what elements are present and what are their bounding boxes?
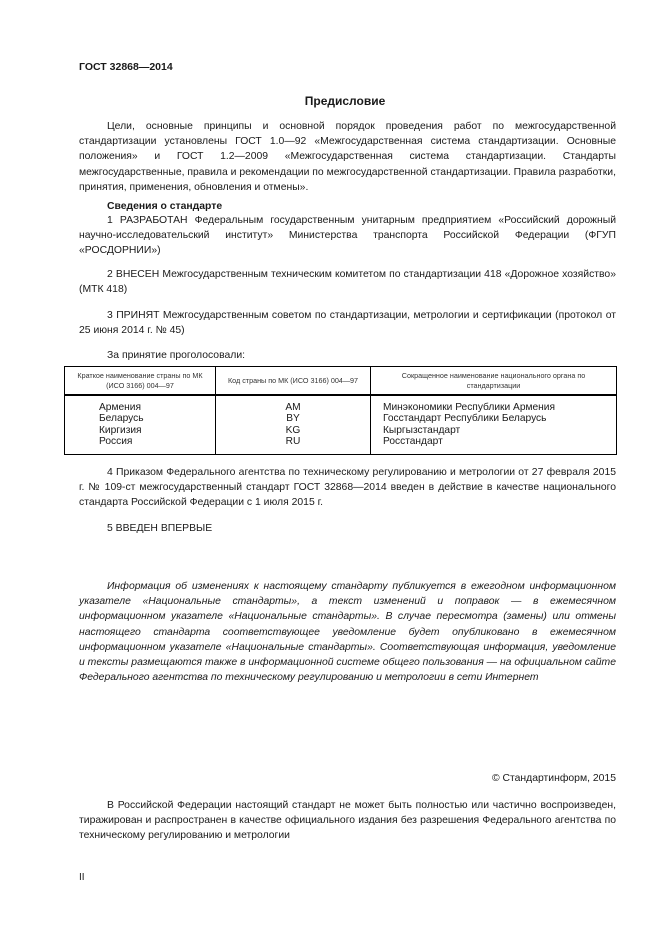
info-notice: Информация об изменениях к настоящему стандарту публикуется в ежегодном информационном указателе «Национальные стандарты», а текст изменений и поправок — в ежемесячном информационном указателе «Национальные стандарты». В случае пересмотра (замены) или отмены настоящего стандарта соответствующее уведомление будет опубликовано в ежемесячном информационном указателе «Национальные стандарты». Соответствующая информация, уведомление и тексты размещаются также в информационной системе общего пользования — на официальном сайте Федерального агентства по техническому регулированию и метрологии в сети Интернет <box>79 581 616 684</box>
item-order: 4 Приказом Федерального агентства по техническому регулированию и метрологии от 27 февраля 2015 г. № 109-ст межгосударственный стандарт ГОСТ 32868—2014 введен в действие в качестве национального стандарта Российской Федерации с 1 июля 2015 г. <box>79 467 616 509</box>
table-cell-body: Госстандарт Республики Беларусь <box>371 413 617 424</box>
page-title: Предисловие <box>304 94 386 108</box>
item-submitted: 2 ВНЕСЕН Межгосударственным техническим комитетом по стандартизации 418 «Дорожное хозяйство» (МТК 418) <box>79 269 616 296</box>
table-header-code: Код страны по МК (ИСО 3166) 004—97 <box>216 367 371 396</box>
info-heading: Сведения о стандарте <box>107 201 223 212</box>
table-header-country: Краткое наименование страны по МК (ИСО 3166) 004—97 <box>65 367 216 396</box>
reproduction-notice: В Российской Федерации настоящий стандарт не может быть полностью или частично воспроизведен, тиражирован и распространен в качестве официального издания без разрешения Федерального агентства по техническому регулированию и метрологии <box>79 800 616 842</box>
table-cell-country: Армения <box>65 395 216 413</box>
table-cell-code: AM <box>216 395 371 413</box>
intro-paragraph: Цели, основные принципы и основной порядок проведения работ по межгосударственной стандартизации установлены ГОСТ 1.0—92 «Межгосударственная система стандартизации. Основные положения» и ГОСТ 1.2—2009 «Межгосударственная система стандартизации. Стандарты межгосударственные, правила и рекомендации по межгосударственной стандартизации. Правила разработки, принятия, применения, обновления и отмены». <box>79 121 616 193</box>
item-developed: 1 РАЗРАБОТАН Федеральным государственным унитарным предприятием «Российский дорожный научно-исследовательский институт» Министерства транспорта Российской Федерации (ФГУП «РОСДОРНИИ») <box>79 215 616 257</box>
voted-label: За принятие проголосовали: <box>107 350 246 361</box>
item-adopted: 3 ПРИНЯТ Межгосударственным советом по стандартизации, метрологии и сертификации (протокол от 25 июня 2014 г. № 45) <box>79 310 616 337</box>
table-row <box>65 395 617 413</box>
page-number: II <box>79 872 85 883</box>
table-header-row <box>65 367 617 396</box>
table-cell-code: RU <box>216 436 371 454</box>
table-header-body: Сокращенное наименование национального органа по стандартизации <box>371 367 617 396</box>
standard-code: ГОСТ 32868—2014 <box>79 61 173 73</box>
table-row <box>65 425 617 436</box>
table-cell-body: Кыргызстандарт <box>371 425 617 436</box>
table-cell-body: Минэкономики Республики Армения <box>371 395 617 413</box>
table-row <box>65 436 617 454</box>
item-first: 5 ВВЕДЕН ВПЕРВЫЕ <box>107 523 213 534</box>
table-cell-country: Киргизия <box>65 425 216 436</box>
table-cell-country: Беларусь <box>65 413 216 424</box>
table-cell-country: Россия <box>65 436 216 454</box>
table-cell-code: BY <box>216 413 371 424</box>
table-cell-body: Росстандарт <box>371 436 617 454</box>
table-cell-code: KG <box>216 425 371 436</box>
copyright: © Стандартинформ, 2015 <box>491 773 616 784</box>
votes-table <box>64 366 617 455</box>
table-row <box>65 413 617 424</box>
